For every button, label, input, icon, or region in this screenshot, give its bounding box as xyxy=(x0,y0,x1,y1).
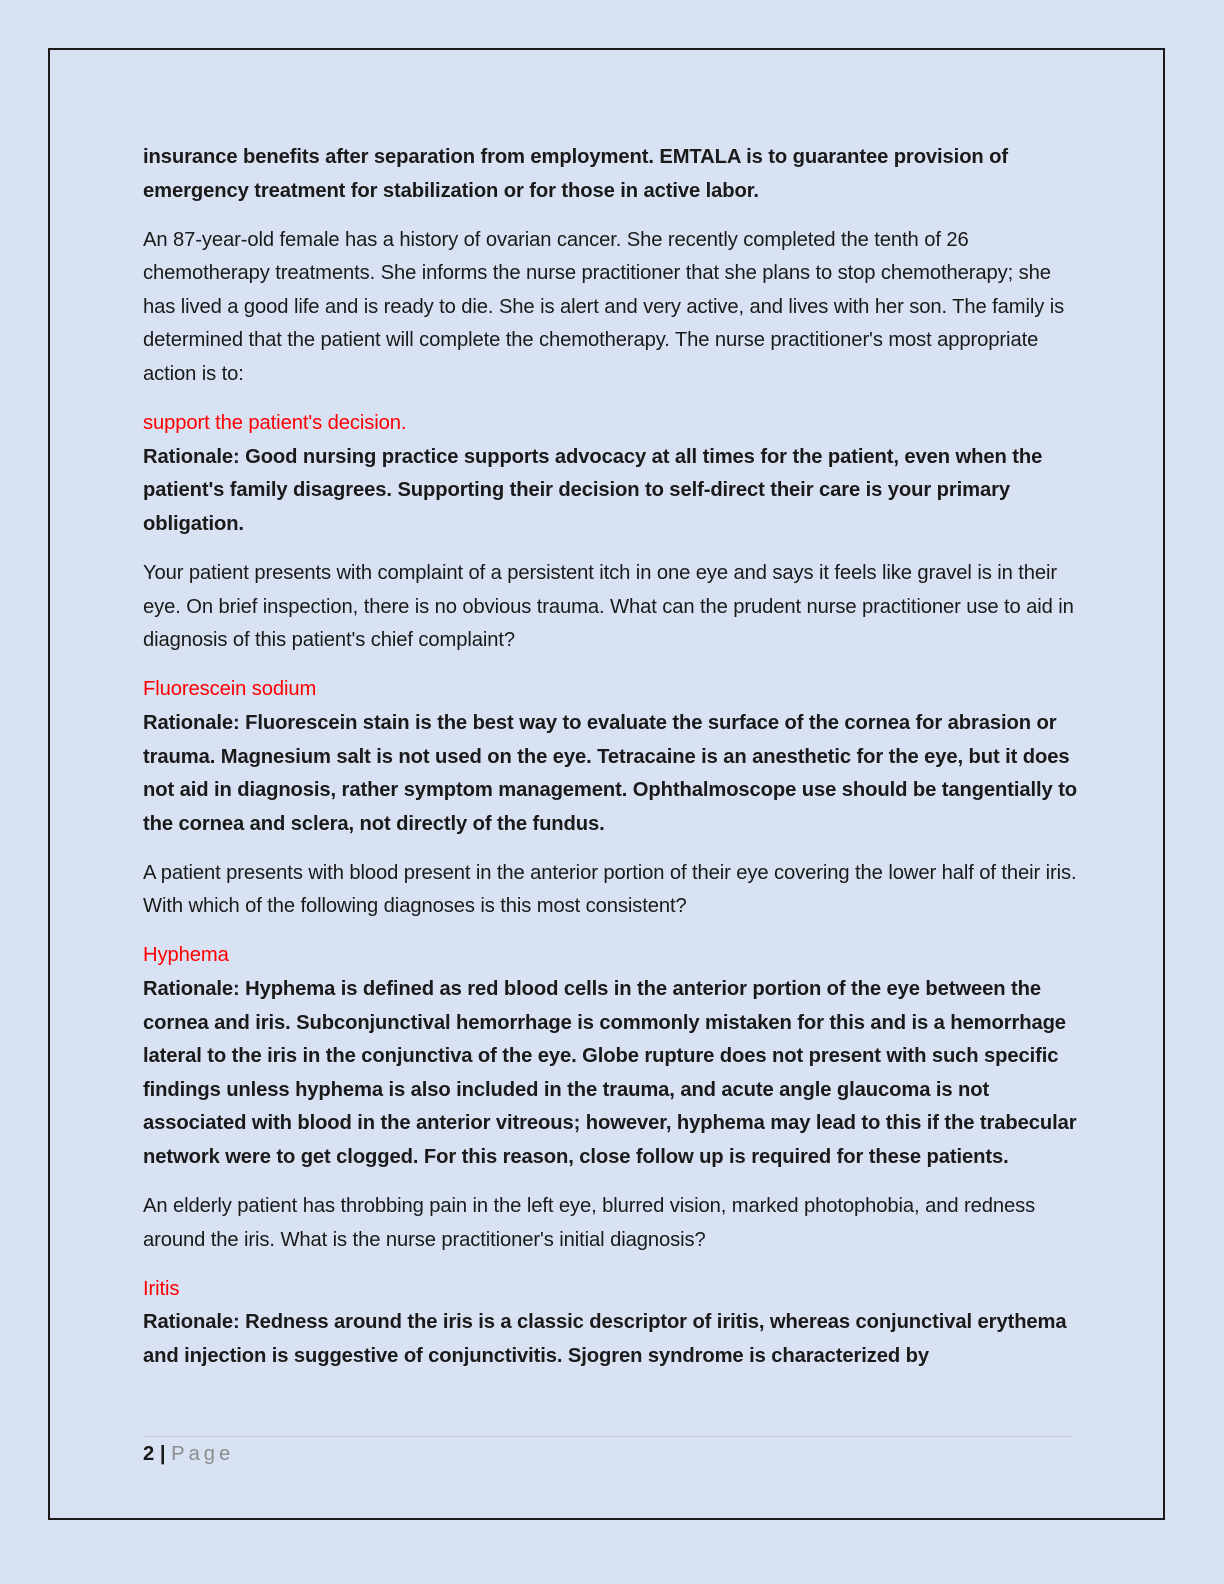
answer-1: support the patient's decision. xyxy=(143,412,407,435)
page-label: Page xyxy=(171,1443,235,1465)
document-body xyxy=(143,141,1078,1389)
paragraph-emtala: insurance benefits after separation from employment. EMTALA is to guarantee provision of emergency treatment for stabilization or for those in active labor. xyxy=(143,146,1009,202)
answer-block-3 xyxy=(143,939,1078,1174)
question-3: A patient presents with blood present in the anterior portion of their eye covering the lower half of their iris. With which of the following diagnoses is this most consistent? xyxy=(143,861,1077,918)
page-number: 2 xyxy=(143,1443,155,1465)
footer-divider xyxy=(143,1436,1073,1437)
rationale-3: Rationale: Hyphema is defined as red blood cells in the anterior portion of the eye between the cornea and iris. Subconjunctival hemorrhage is commonly mistaken for this and is a hemorrhage lateral to the iris in the conjunctiva of the eye. Globe rupture does not present with such specific findings unless hyphema is also included in the trauma, and acute angle glaucoma is not associated with blood in the anterior vitreous; however, hyphema may lead to this if the trabecular network were to get clogged. For this reason, close follow up is required for these patients. xyxy=(143,978,1077,1169)
answer-block-4 xyxy=(143,1273,1078,1374)
answer-block-1 xyxy=(143,407,1078,541)
question-4: An elderly patient has throbbing pain in the left eye, blurred vision, marked photophobia, and redness around the iris. What is the nurse practitioner's initial diagnosis? xyxy=(143,1195,1036,1251)
footer-separator: | xyxy=(159,1443,166,1465)
answer-2: Fluorescein sodium xyxy=(143,678,317,701)
rationale-4: Rationale: Redness around the iris is a classic descriptor of iritis, whereas conjunctival erythema and injection is suggestive of conjunctivitis. Sjogren syndrome is characterized by xyxy=(143,1311,1067,1367)
answer-4: Iritis xyxy=(143,1277,180,1300)
rationale-1: Rationale: Good nursing practice supports advocacy at all times for the patient, even when the patient's family disagrees. Supporting their decision to self-direct their care is your primary obligation. xyxy=(143,445,1043,535)
answer-block-2 xyxy=(143,673,1078,841)
page-footer xyxy=(143,1439,234,1469)
answer-3: Hyphema xyxy=(143,944,229,967)
rationale-2: Rationale: Fluorescein stain is the best way to evaluate the surface of the cornea for abrasion or trauma. Magnesium salt is not used on the eye. Tetracaine is an anesthetic for the eye, but it does not aid in diagnosis, rather symptom management. Ophthalmoscope use should be tangentially to the cornea and sclera, not directly of the fundus. xyxy=(143,711,1078,835)
question-1: An 87-year-old female has a history of ovarian cancer. She recently completed the tenth of 26 chemotherapy treatments. She informs the nurse practitioner that she plans to stop chemotherapy; she has lived a good life and is ready to die. She is alert and very active, and lives with her son. The family is determined that the patient will complete the chemotherapy. The nurse practitioner's most appropriate action is to: xyxy=(143,228,1065,386)
question-2: Your patient presents with complaint of a persistent itch in one eye and says it feels like gravel is in their eye. On brief inspection, there is no obvious trauma. What can the prudent nurse practitioner use to aid in diagnosis of this patient's chief complaint? xyxy=(143,562,1074,652)
